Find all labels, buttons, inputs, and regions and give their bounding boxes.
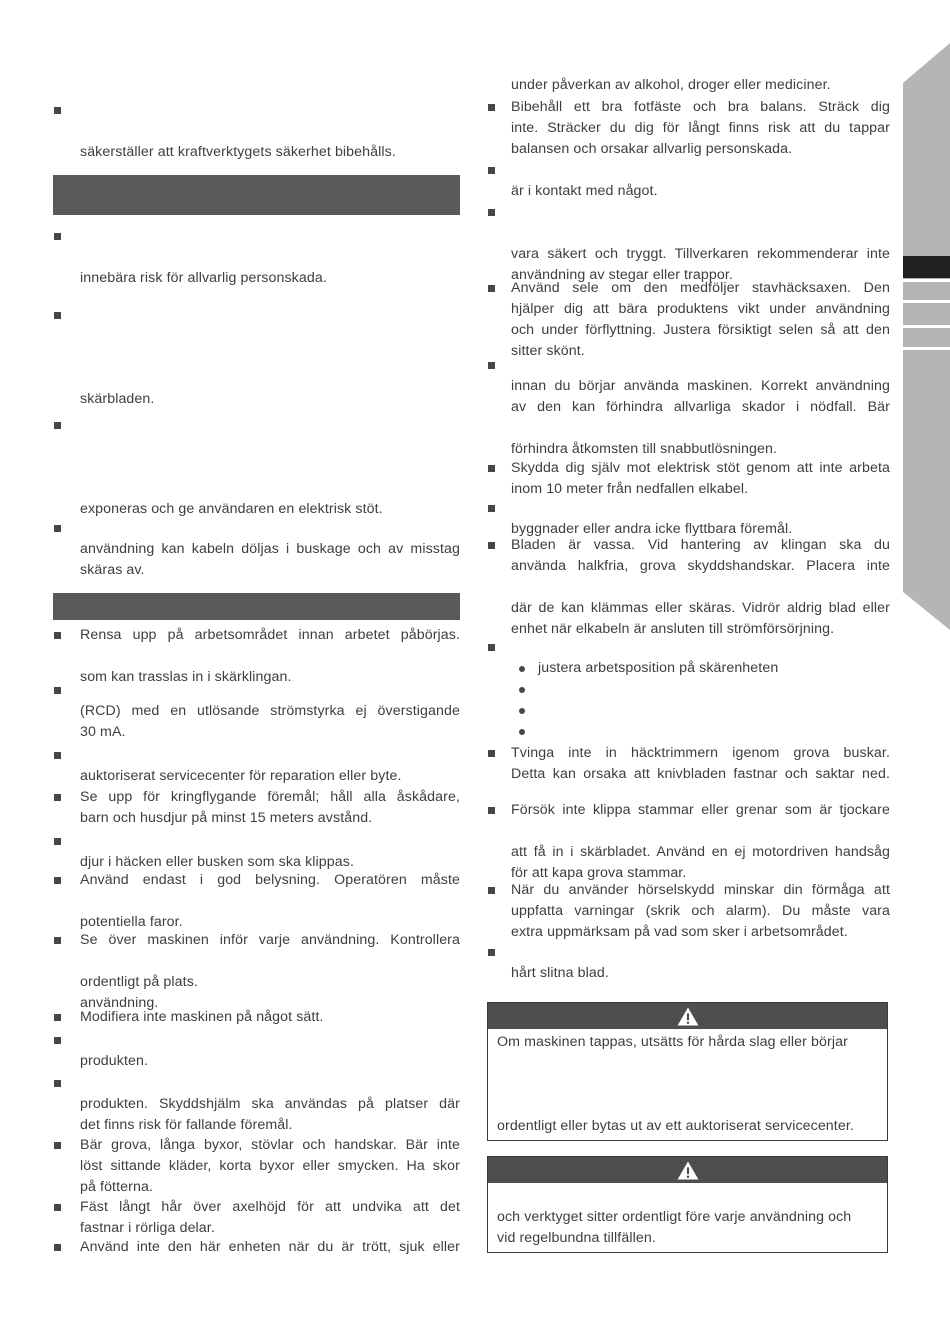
- body-line: Fäst långt hår över axelhöjd för att undvika att det: [80, 1199, 460, 1215]
- body-line: barn och husdjur på minst 15 meters avstånd.: [80, 810, 373, 826]
- bullet-item: [53, 305, 460, 410]
- body-line: produkten.: [80, 1053, 149, 1069]
- item-text: [511, 75, 890, 96]
- bullet-square-icon: [54, 422, 61, 429]
- item-text: [511, 355, 890, 460]
- body-line: (RCD) med en utlösande strömstyrka ej överstigande: [80, 703, 460, 719]
- bullet-square-icon: [54, 107, 61, 114]
- bullet-item: [487, 535, 890, 640]
- bullet-item: [487, 160, 890, 202]
- sub-bullet-dot-icon: [519, 666, 525, 672]
- section-header-bar: [53, 593, 460, 620]
- bullet-item: [53, 415, 460, 520]
- body-line: löst sittande kläder, korta byxor eller smycken. Ha skor: [80, 1158, 460, 1174]
- item-text: [511, 160, 890, 202]
- item-text: [511, 942, 890, 984]
- edge-index-divider: [903, 347, 950, 350]
- item-text: [80, 787, 460, 829]
- item-text: [511, 458, 890, 500]
- body-line: är i kontakt med något.: [511, 183, 658, 199]
- body-line: inom 10 meter från nedfallen elkabel.: [511, 481, 749, 497]
- bullet-item: [53, 1073, 460, 1136]
- body-line: säkerställer att kraftverktygets säkerhet bibehålls.: [80, 144, 396, 160]
- sub-bullet-item: [511, 679, 890, 700]
- bullet-item: [53, 518, 460, 581]
- bullet-item: [53, 100, 460, 163]
- bullet-square-icon: [54, 838, 61, 845]
- body-line: inte. Sträcker du dig för långt finns risk att du tappar: [511, 120, 890, 136]
- body-line: där de kan klämmas eller skäras. Vidrör aldrig blad eller: [511, 600, 890, 616]
- bullet-square-icon: [54, 1244, 61, 1251]
- item-text: [80, 1135, 460, 1198]
- bullet-item: [487, 800, 890, 884]
- body-line: användning.: [80, 995, 159, 1011]
- item-text: [511, 880, 890, 943]
- body-line: av den kan förhindra allvarliga skador i nödfall. Bär: [511, 399, 890, 415]
- bullet-item: [487, 355, 890, 460]
- body-line: uppfatta varningar (skrik och alarm). Du måste vara: [511, 903, 890, 919]
- bullet-square-icon: [54, 632, 61, 639]
- item-text: [80, 930, 460, 1014]
- bullet-square-icon: [488, 209, 495, 216]
- body-line: ordentligt på plats.: [80, 974, 198, 990]
- bullet-square-icon: [54, 752, 61, 759]
- item-text: [80, 625, 460, 688]
- left-column: [53, 0, 460, 1342]
- body-line: Bladen är vassa. Vid hantering av klingan ska du: [511, 537, 890, 553]
- item-text: [511, 800, 890, 884]
- body-line: vara säkert och tryggt. Tillverkaren rekommenderar inte: [511, 246, 890, 262]
- sub-bullet-item: [511, 700, 890, 721]
- item-text: [80, 518, 460, 581]
- bullet-item: [53, 870, 460, 933]
- item-text: [511, 202, 890, 286]
- body-line: Se upp för kringflygande föremål; håll alla åskådare,: [80, 789, 460, 805]
- bullet-item: [487, 458, 890, 500]
- bullet-square-icon: [54, 1037, 61, 1044]
- body-line: Använd endast i god belysning. Operatören måste: [80, 872, 460, 888]
- bullet-square-icon: [488, 104, 495, 111]
- bullet-item: [53, 680, 460, 743]
- bullet-item: [53, 226, 460, 289]
- edge-index-strip: [903, 43, 950, 630]
- bullet-square-icon: [54, 1080, 61, 1087]
- bullet-square-icon: [488, 807, 495, 814]
- bullet-square-icon: [54, 1204, 61, 1211]
- edge-index-tab-active: [903, 256, 950, 278]
- bullet-item: [53, 625, 460, 688]
- item-text: [80, 745, 460, 787]
- bullet-item: [487, 942, 890, 984]
- bullet-square-icon: [54, 1014, 61, 1021]
- item-text: [80, 305, 460, 410]
- body-line: Bibehåll ett bra fotfäste och bra balans. Sträck dig: [511, 99, 890, 115]
- body-line: användning kan kabeln döljas i buskage och av misstag: [80, 541, 460, 557]
- body-line: balansen och orsakar allvarlig personskada.: [511, 141, 793, 157]
- bullet-square-icon: [54, 937, 61, 944]
- bullet-item: [487, 498, 890, 540]
- bullet-item: [487, 202, 890, 286]
- bullet-item: [487, 880, 890, 943]
- body-line: auktoriserat servicecenter för reparation eller byte.: [80, 768, 402, 784]
- warning-header: [488, 1003, 887, 1029]
- body-line: 30 mA.: [80, 724, 126, 740]
- bullet-item: [53, 745, 460, 787]
- body-line: Rensa upp på arbetsområdet innan arbetet påbörjas.: [80, 627, 460, 643]
- edge-index-divider: [903, 300, 950, 303]
- bullet-square-icon: [488, 644, 495, 651]
- bullet-item: [53, 1237, 460, 1258]
- body-line: användning av stegar eller trappor.: [511, 267, 733, 283]
- item-text: [80, 100, 460, 163]
- bullet-item: [53, 1007, 460, 1028]
- bullet-square-icon: [54, 877, 61, 884]
- bullet-square-icon: [54, 794, 61, 801]
- bullet-square-icon: [488, 362, 495, 369]
- bullet-square-icon: [488, 949, 495, 956]
- warning-box-1: [487, 1002, 888, 1141]
- body-line: Använd inte den här enheten när du är trött, sjuk eller: [80, 1239, 460, 1255]
- bullet-square-icon: [54, 1142, 61, 1149]
- body-line: skäras av.: [80, 562, 145, 578]
- item-text: [80, 680, 460, 743]
- item-text: [80, 870, 460, 933]
- item-text: [511, 535, 890, 640]
- body-line: innan du börjar använda maskinen. Korrekt användning: [511, 378, 890, 394]
- item-text: [511, 278, 890, 362]
- body-line: hjälper dig att bära produktens vikt under användning: [511, 301, 890, 317]
- body-line: och under förflyttning. Justera försiktigt selen så att den: [511, 322, 890, 338]
- body-line: Modifiera inte maskinen på något sätt.: [80, 1009, 324, 1025]
- item-text: [511, 637, 890, 742]
- body-line: under påverkan av alkohol, droger eller mediciner.: [511, 77, 831, 93]
- item-text: [80, 415, 460, 520]
- body-line: produkten. Skyddshjälm ska användas på platser där: [80, 1096, 460, 1112]
- bullet-square-icon: [488, 167, 495, 174]
- body-line: fastnar i rörliga delar.: [80, 1220, 215, 1236]
- sub-bullet-dot-icon: [519, 708, 525, 714]
- bullet-item: [53, 1197, 460, 1239]
- body-line: ordentligt eller bytas ut av ett auktoriserat servicecenter.: [497, 1118, 854, 1134]
- body-line: potentiella faror.: [80, 914, 183, 930]
- item-text: [511, 498, 890, 540]
- body-line: på fötterna.: [80, 1179, 153, 1195]
- body-line: hårt slitna blad.: [511, 965, 609, 981]
- item-text: [80, 1073, 460, 1136]
- body-line: Försök inte klippa stammar eller grenar som är tjockare: [511, 802, 890, 818]
- body-line: sitter skönt.: [511, 343, 585, 359]
- body-line: Detta kan orsaka att knivbladen fastnar och saktar ned.: [511, 766, 890, 782]
- section-header-bar: [53, 175, 460, 215]
- body-line: skärbladen.: [80, 391, 155, 407]
- body-line: Skydda dig själv mot elektrisk stöt genom att inte arbeta: [511, 460, 890, 476]
- edge-index-divider: [903, 325, 950, 328]
- sub-bullet-dot-icon: [519, 687, 525, 693]
- bullet-item: [487, 637, 890, 742]
- bullet-square-icon: [488, 542, 495, 549]
- body-line: som kan trasslas in i skärklingan.: [80, 669, 292, 685]
- body-line: förhindra åtkomsten till snabbutlösningen.: [511, 441, 778, 457]
- body-line: Se över maskinen inför varje användning. Kontrollera: [80, 932, 460, 948]
- body-line: exponeras och ge användaren en elektrisk stöt.: [80, 501, 383, 517]
- body-line: extra uppmärksam på vad som sker i arbetsområdet.: [511, 924, 848, 940]
- bullet-square-icon: [488, 465, 495, 472]
- item-text: [511, 743, 890, 785]
- body-line: Bär grova, långa byxor, stövlar och handskar. Bär inte: [80, 1137, 460, 1153]
- body-line: Om maskinen tappas, utsätts för hårda slag eller börjar: [497, 1034, 848, 1050]
- body-line: byggnader eller andra icke flyttbara föremål.: [511, 521, 793, 537]
- bullet-square-icon: [54, 233, 61, 240]
- bullet-item: [53, 1030, 460, 1072]
- warning-body: [488, 1029, 887, 1137]
- body-line: och verktyget sitter ordentligt före varje användning och: [497, 1209, 852, 1225]
- bullet-square-icon: [488, 505, 495, 512]
- bullet-square-icon: [54, 312, 61, 319]
- bullet-item: [487, 278, 890, 362]
- bullet-item: [53, 787, 460, 829]
- warning-box-2: [487, 1156, 888, 1253]
- sub-bullet-item: [511, 721, 890, 742]
- body-line: innebära risk för allvarlig personskada.: [80, 270, 327, 286]
- body-line: När du använder hörselskydd minskar din förmåga att: [511, 882, 890, 898]
- bullet-item: [53, 930, 460, 1014]
- bullet-item: [487, 97, 890, 160]
- body-line: för att kapa grova stammar.: [511, 865, 687, 881]
- bullet-item: [53, 1135, 460, 1198]
- edge-index-divider: [903, 279, 950, 282]
- bullet-square-icon: [54, 525, 61, 532]
- item-text: [511, 97, 890, 160]
- sub-bullet-dot-icon: [519, 729, 525, 735]
- bullet-item: [53, 831, 460, 873]
- sub-bullet-item: [511, 658, 890, 679]
- body-line: Använd sele om den medföljer stavhäcksaxen. Den: [511, 280, 890, 296]
- warning-triangle-icon: [677, 1007, 699, 1026]
- bullet-item: [487, 743, 890, 785]
- body-line: att få in i skärbladet. Använd en ej motordriven handsåg: [511, 844, 890, 860]
- item-text: [80, 1197, 460, 1239]
- item-text: [80, 226, 460, 289]
- warning-header: [488, 1157, 887, 1183]
- body-line: det finns risk för fallande föremål.: [80, 1117, 293, 1133]
- bullet-square-icon: [54, 687, 61, 694]
- paragraph: [487, 75, 890, 96]
- body-line: enhet när elkabeln är ansluten till strömförsörjning.: [511, 621, 835, 637]
- body-line: justera arbetsposition på skärenheten: [538, 660, 779, 676]
- bullet-square-icon: [488, 750, 495, 757]
- warning-triangle-icon: [677, 1161, 699, 1180]
- item-text: [80, 1030, 460, 1072]
- bullet-square-icon: [488, 285, 495, 292]
- warning-body: [488, 1183, 887, 1249]
- body-line: använda halkfria, grova skyddshandskar. Placera inte: [511, 558, 890, 574]
- body-line: Tvinga inte in häcktrimmern igenom grova buskar.: [511, 745, 890, 761]
- bullet-square-icon: [488, 887, 495, 894]
- item-text: [80, 1237, 460, 1258]
- item-text: [80, 1007, 460, 1028]
- body-line: vid regelbundna tillfällen.: [497, 1230, 656, 1246]
- body-line: djur i häcken eller busken som ska klippas.: [80, 854, 354, 870]
- item-text: [80, 831, 460, 873]
